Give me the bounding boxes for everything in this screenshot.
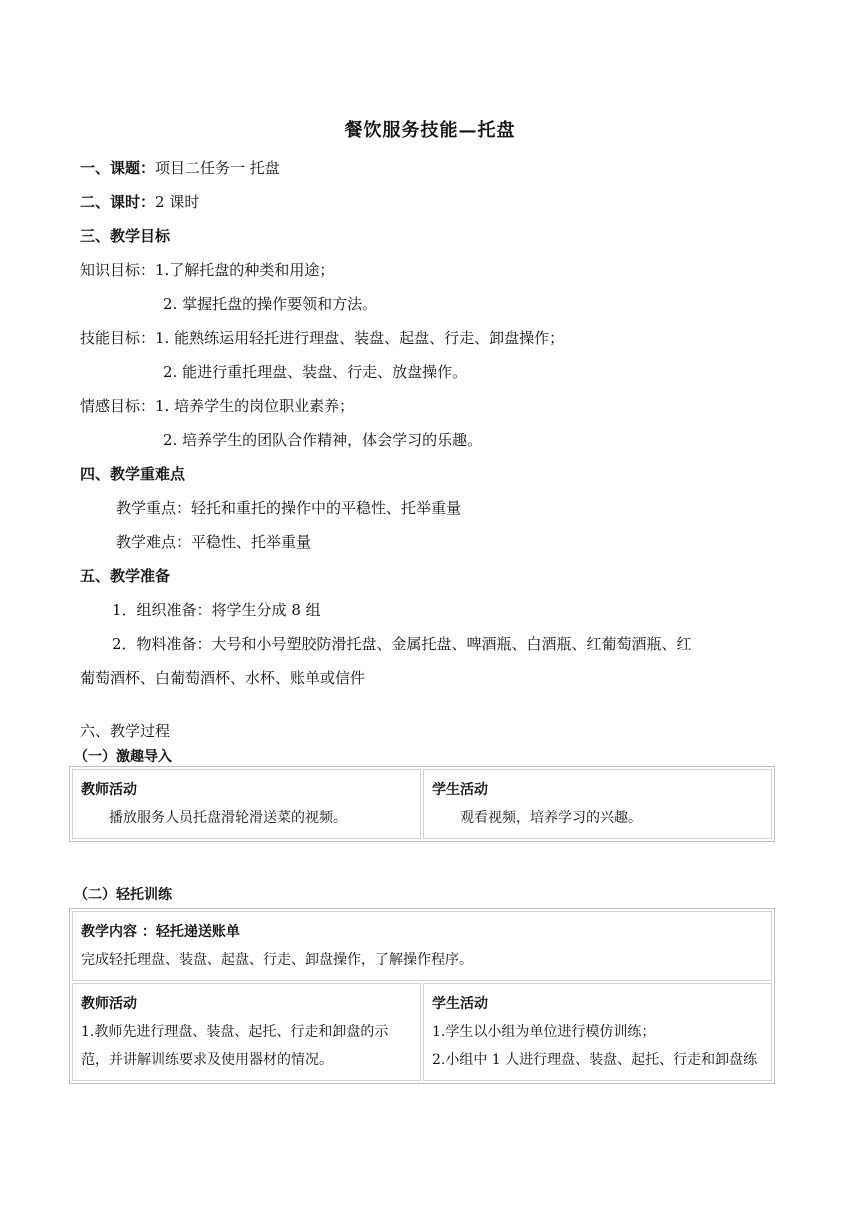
intro-student-text: 观看视频，培养学习的兴趣。	[460, 810, 642, 826]
subsection-intro-heading: （一）激趣导入	[74, 749, 172, 765]
key-point-text: 教学重点：轻托和重托的操作中的平稳性、托举重量	[116, 499, 462, 517]
intro-student-cell	[423, 769, 772, 839]
training-student-line-1: 1.学生以小组为单位进行模仿训练；	[432, 1024, 656, 1040]
emotion-objective-2: 2. 培养学生的团队合作精神，体会学习的乐趣。	[163, 431, 483, 449]
section-topic-label: 一、课题：	[80, 159, 156, 177]
section-process-heading: 六、教学过程	[80, 722, 171, 740]
section-objectives-heading: 三、教学目标	[80, 227, 171, 245]
preparation-item-1: 1．组织准备：将学生分成 8 组	[112, 601, 321, 619]
section-topic-value: 项目二任务一 托盘	[155, 159, 280, 177]
training-teacher-cell	[72, 983, 421, 1081]
document-title: 餐饮服务技能—托盘	[344, 120, 516, 141]
section-key-points-heading: 四、教学重难点	[80, 465, 186, 483]
intro-student-heading: 学生活动	[432, 782, 488, 798]
training-teacher-heading: 教师活动	[81, 996, 137, 1012]
section-hours-value: 2 课时	[155, 193, 200, 211]
knowledge-objective-1: 知识目标：1.了解托盘的种类和用途；	[80, 261, 335, 279]
intro-teacher-heading: 教师活动	[81, 782, 137, 798]
training-student-cell	[423, 983, 772, 1081]
skill-objective-2: 2. 能进行重托理盘、装盘、行走、放盘操作。	[163, 363, 468, 381]
preparation-item-2-line-1: 2．物料准备：大号和小号塑胶防滑托盘、金属托盘、啤酒瓶、白酒瓶、红葡萄酒瓶、红	[112, 635, 692, 653]
content-cell	[72, 911, 772, 981]
section-hours	[80, 191, 199, 212]
difficulty-text: 教学难点：平稳性、托举重量	[116, 533, 312, 551]
emotion-objective-1: 情感目标：1. 培养学生的岗位职业素养；	[80, 397, 355, 415]
content-text: 完成轻托理盘、装盘、起盘、行走、卸盘操作，了解操作程序。	[81, 952, 473, 968]
content-heading: 教学内容 ：轻托递送账单	[81, 924, 240, 940]
intro-teacher-text: 播放服务人员托盘滑轮滑送菜的视频。	[109, 810, 347, 826]
skill-objective-1: 技能目标：1. 能熟练运用轻托进行理盘、装盘、起盘、行走、卸盘操作；	[80, 329, 565, 347]
training-teacher-line-2: 范，并讲解训练要求及使用器材的情况。	[81, 1052, 333, 1068]
intro-activity-table	[69, 766, 775, 842]
preparation-item-2-line-2: 葡萄酒杯、白葡萄酒杯、水杯、账单或信件	[80, 669, 366, 687]
intro-teacher-cell	[72, 769, 421, 839]
knowledge-objective-2: 2. 掌握托盘的操作要领和方法。	[163, 295, 378, 313]
training-student-line-2: 2.小组中 1 人进行理盘、装盘、起托、行走和卸盘练	[432, 1052, 758, 1068]
section-hours-label: 二、课时：	[80, 193, 156, 211]
subsection-light-tray-heading: （二）轻托训练	[74, 887, 172, 903]
section-preparation-heading: 五、教学准备	[80, 567, 171, 585]
section-topic	[80, 157, 280, 178]
training-teacher-line-1: 1.教师先进行理盘、装盘、起托、行走和卸盘的示	[81, 1024, 389, 1040]
light-tray-table	[69, 908, 775, 1084]
training-student-heading: 学生活动	[432, 996, 488, 1012]
